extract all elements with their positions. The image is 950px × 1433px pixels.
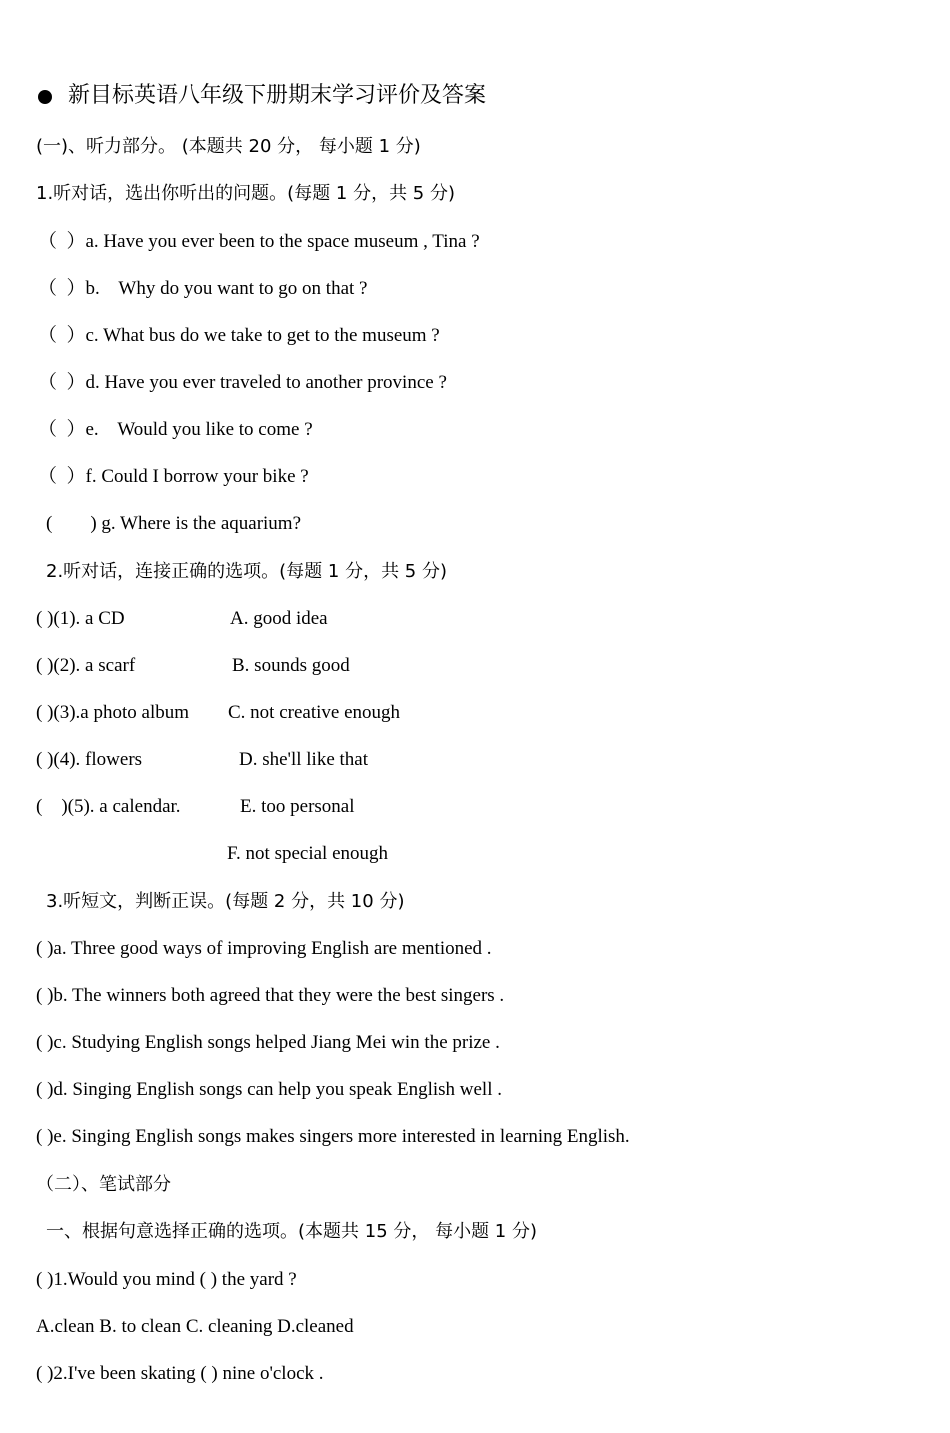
list-item: （ ）b. Why do you want to go on that ? bbox=[38, 278, 368, 299]
match-right-item: C. not creative enough bbox=[228, 702, 401, 723]
list-item: ( )e. Singing English songs makes singers more interested in learning English. bbox=[36, 1126, 630, 1147]
match-left-item: ( )(2). a scarf bbox=[36, 655, 136, 676]
list-item: ( )a. Three good ways of improving English are mentioned . bbox=[36, 938, 492, 959]
match-left-item: ( )(5). a calendar. bbox=[36, 796, 181, 817]
list-item: ( )c. Studying English songs helped Jiang Mei win the prize . bbox=[36, 1032, 500, 1053]
list-item: ( )2.I've been skating ( ) nine o'clock . bbox=[36, 1363, 324, 1384]
list-item: （ ）d. Have you ever traveled to another province ? bbox=[38, 372, 447, 393]
list-item: （ ）f. Could I borrow your bike ? bbox=[38, 466, 309, 487]
list-item: ( ) g. Where is the aquarium? bbox=[46, 513, 302, 534]
list-item: （ ）c. What bus do we take to get to the museum ? bbox=[38, 325, 440, 346]
page-title: 新目标英语八年级下册期末学习评价及答案 bbox=[68, 83, 487, 108]
part2-instruction: 2.听对话，连接正确的选项。(每题 1 分，共 5 分) bbox=[46, 561, 448, 582]
list-item: ( )d. Singing English songs can help you speak English well . bbox=[36, 1079, 502, 1100]
bullet-icon bbox=[38, 90, 52, 104]
match-right-item: F. not special enough bbox=[227, 843, 389, 864]
list-item: ( )1.Would you mind ( ) the yard ? bbox=[36, 1269, 297, 1290]
list-item: （ ）a. Have you ever been to the space museum , Tina ? bbox=[38, 231, 480, 252]
part1-instruction: 1.听对话，选出你听出的问题。(每题 1 分，共 5 分) bbox=[36, 183, 456, 204]
match-right-item: B. sounds good bbox=[232, 655, 350, 676]
section1-instruction: 一、根据句意选择正确的选项。(本题共 15 分， 每小题 1 分) bbox=[46, 1221, 538, 1242]
part3-instruction: 3.听短文，判断正误。(每题 2 分，共 10 分) bbox=[46, 891, 405, 912]
match-right-item: A. good idea bbox=[230, 608, 328, 629]
match-left-item: ( )(4). flowers bbox=[36, 749, 143, 770]
match-right-item: E. too personal bbox=[240, 796, 355, 817]
listening-header: (一)、听力部分。 (本题共 20 分， 每小题 1 分) bbox=[36, 136, 421, 157]
match-right-item: D. she'll like that bbox=[239, 749, 369, 770]
list-item: A.clean B. to clean C. cleaning D.cleaned bbox=[36, 1316, 354, 1337]
match-left-item: ( )(3).a photo album bbox=[36, 702, 190, 723]
written-header: （二）、笔试部分 bbox=[36, 1174, 171, 1195]
match-left-item: ( )(1). a CD bbox=[36, 608, 125, 629]
list-item: ( )b. The winners both agreed that they were the best singers . bbox=[36, 985, 505, 1006]
list-item: （ ）e. Would you like to come ? bbox=[38, 419, 313, 440]
